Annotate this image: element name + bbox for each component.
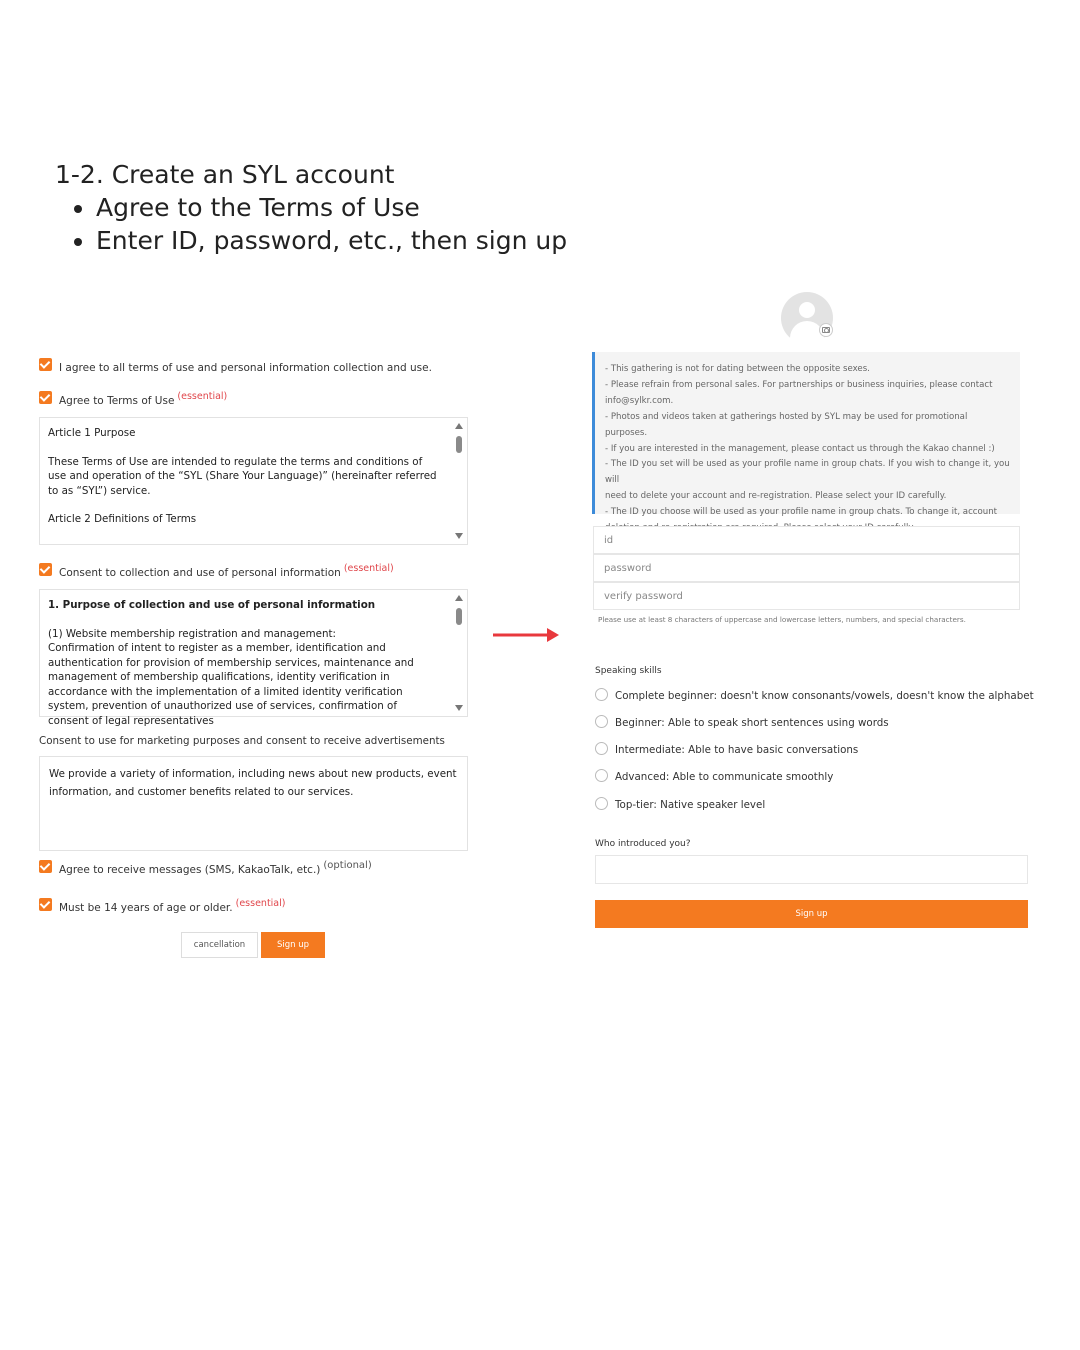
notice-line: - Please refrain from personal sales. For partnerships or business inquiries, please contact xyxy=(605,379,993,390)
slide-title: 1-2. Create an SYL account xyxy=(55,160,395,189)
notice-line: - The ID you choose will be used as your profile name in group chats. To change it, account xyxy=(605,507,998,518)
radio-button[interactable] xyxy=(595,797,608,810)
password-hint: Please use at least 8 characters of uppercase and lowercase letters, numbers, and special characters. xyxy=(598,615,966,624)
scroll-down-icon[interactable] xyxy=(455,705,463,711)
agree-privacy-checkbox[interactable] xyxy=(39,563,52,576)
level-option[interactable] xyxy=(595,771,833,783)
slide-heading xyxy=(55,158,755,257)
scroll-thumb[interactable] xyxy=(456,608,462,625)
sign-up-submit-button[interactable]: Sign up xyxy=(595,900,1028,928)
level-label: Top-tier: Native speaker level xyxy=(615,799,766,811)
optional-tag: (optional) xyxy=(323,860,372,871)
terms-scrollbar[interactable] xyxy=(453,420,465,542)
radio-button[interactable] xyxy=(595,715,608,728)
level-label: Beginner: Able to speak short sentences using words xyxy=(615,717,889,729)
notice-line: - This gathering is not for dating between the opposite sexes. xyxy=(605,364,870,374)
marketing-text: We provide a variety of information, including news about new products, event information, and customer benefits related to our services. xyxy=(49,768,457,798)
age-checkbox[interactable] xyxy=(39,898,52,911)
marketing-textbox[interactable] xyxy=(39,756,468,851)
scroll-up-icon[interactable] xyxy=(455,423,463,429)
bullet-item: • Agree to the Terms of Use xyxy=(96,191,755,224)
introducer-input[interactable] xyxy=(595,855,1028,884)
notice-line: - The ID you set will be used as your profile name in group chats. If you wish to change it, you will xyxy=(605,459,1010,486)
notice-line: need to delete your account and re-registration. Please select your ID carefully. xyxy=(605,491,947,502)
scroll-down-icon[interactable] xyxy=(455,533,463,539)
camera-icon[interactable] xyxy=(819,323,833,337)
agree-messages-row[interactable] xyxy=(39,860,372,876)
privacy-title: 1. Purpose of collection and use of personal information xyxy=(48,599,376,611)
level-option[interactable] xyxy=(595,690,1034,702)
scroll-thumb[interactable] xyxy=(456,436,462,453)
agree-privacy-label: Consent to collection and use of personal information xyxy=(59,567,341,579)
level-option[interactable] xyxy=(595,799,765,811)
essential-tag: (essential) xyxy=(177,391,228,402)
bullet-list xyxy=(55,191,755,257)
agree-terms-checkbox[interactable] xyxy=(39,391,52,404)
privacy-textbox[interactable] xyxy=(39,589,468,727)
cancel-button[interactable]: cancellation xyxy=(181,932,258,958)
level-label: Advanced: Able to communicate smoothly xyxy=(615,771,834,783)
age-row[interactable] xyxy=(39,898,285,914)
level-option[interactable] xyxy=(595,717,889,729)
introducer-label: Who introduced you? xyxy=(595,839,691,849)
agree-all-checkbox[interactable] xyxy=(39,358,52,371)
notice-line: - If you are interested in the management, please contact us through the Kakao channel :) xyxy=(605,443,995,454)
terms-article-2: Article 2 Definitions of Terms xyxy=(48,513,197,525)
level-label: Intermediate: Able to have basic conversations xyxy=(615,744,859,756)
agree-terms-label: Agree to Terms of Use xyxy=(59,395,175,407)
level-option[interactable] xyxy=(595,744,858,756)
agree-privacy-row[interactable] xyxy=(39,563,394,579)
privacy-scrollbar[interactable] xyxy=(453,592,465,714)
essential-tag: (essential) xyxy=(235,898,286,909)
terms-article-1-text: These Terms of Use are intended to regulate the terms and conditions of use and operation of the “SYL (Share Your Language)” (hereinafter referred to as “SYL”) service. xyxy=(48,455,437,497)
radio-button[interactable] xyxy=(595,688,608,701)
speaking-skills-label: Speaking skills xyxy=(595,666,662,676)
radio-button[interactable] xyxy=(595,742,608,755)
notice-line: info@sylkr.com. xyxy=(605,395,674,406)
level-label: Complete beginner: doesn't know consonants/vowels, doesn't know the alphabet xyxy=(615,690,1034,702)
marketing-label: Consent to use for marketing purposes and consent to receive advertisements xyxy=(39,735,445,747)
verify-password-input[interactable]: verify password xyxy=(593,582,1020,610)
sign-up-button[interactable]: Sign up xyxy=(261,932,325,958)
arrow-right-icon xyxy=(493,626,561,644)
essential-tag: (essential) xyxy=(343,563,394,574)
bullet-item: • Enter ID, password, etc., then sign up xyxy=(96,224,755,257)
notice-box xyxy=(592,352,1020,518)
password-input[interactable]: password xyxy=(593,554,1020,582)
agree-all-row[interactable] xyxy=(39,358,432,374)
terms-article-1: Article 1 Purpose xyxy=(48,427,136,439)
agree-terms-row[interactable] xyxy=(39,391,227,407)
age-label: Must be 14 years of age or older. xyxy=(59,902,233,914)
notice-line: - Photos and videos taken at gatherings hosted by SYL may be used for promotional purposes. xyxy=(605,411,968,438)
privacy-text: (1) Website membership registration and management: Confirmation of intent to register as a member, identification and authentication for provision of membership services, maintenance and management of membership qualifications, identity verification in accordance with the implementation of a limited identity verification system, prevention of unauthorized use of services, confirmation of consent of legal representatives xyxy=(48,627,414,727)
agree-all-label: I agree to all terms of use and personal information collection and use. xyxy=(59,362,432,374)
agree-messages-checkbox[interactable] xyxy=(39,860,52,873)
id-input[interactable]: id xyxy=(593,526,1020,554)
scroll-up-icon[interactable] xyxy=(455,595,463,601)
terms-textbox[interactable] xyxy=(39,417,468,545)
radio-button[interactable] xyxy=(595,769,608,782)
agree-messages-label: Agree to receive messages (SMS, KakaoTalk, etc.) xyxy=(59,864,321,876)
